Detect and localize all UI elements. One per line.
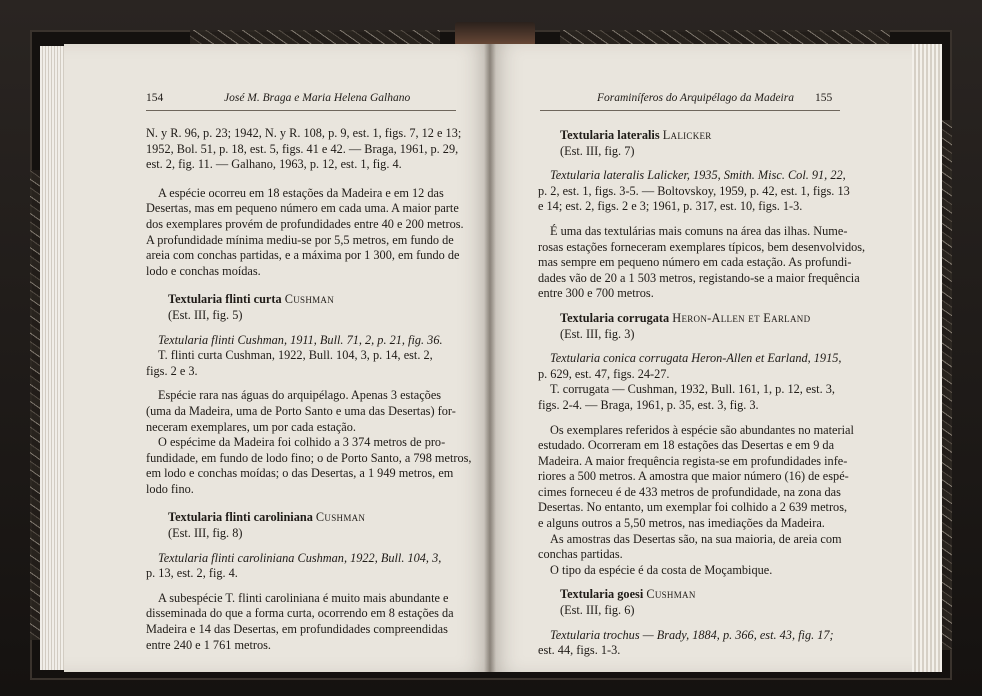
plate-ref-flinti-curta: (Est. III, fig. 5) — [168, 307, 243, 322]
right-header-rule — [540, 110, 840, 111]
left-header-rule — [146, 110, 456, 111]
synonymy-flinti-curta: Textularia flinti Cushman, 1911, Bull. 71, 2, p. 21, fig. 36. T. flinti curta Cushman, 1922, Bull. 104, 3, p. 14, est. 2, figs. 2 e 3. — [146, 332, 443, 378]
plate-ref-goesi: (Est. III, fig. 6) — [560, 603, 635, 618]
paragraph-corrugata-1: Os exemplares referidos à espécie são abundantes no material estudado. Ocorreram em 18 estações das Desertas e em 9 da Madeira. A maior frequência regista-se em profundidades infe- riores a 500 metros. A amostra que maior número (16) de espé- cimes forneceu é de 433 metros de profundidade, na zona das Desertas. No entanto, um exemplar foi colhido a 2 639 metros, e alguns outros a 5,50 metros, nas imediações da Madeira. — [538, 422, 854, 531]
paragraph-corrugata-2: As amostras das Desertas são, na sua maioria, de areia com conchas partidas. — [538, 531, 842, 562]
plate-ref-lateralis: (Est. III, fig. 7) — [560, 143, 635, 158]
synonymy-flinti-caroliniana: Textularia flinti caroliniana Cushman, 1922, Bull. 104, 3, p. 13, est. 2, fig. 4. — [146, 550, 442, 581]
left-page-number: 154 — [146, 92, 164, 104]
plate-ref-flinti-caroliniana: (Est. III, fig. 8) — [168, 526, 243, 541]
paragraph-flinti-caroliniana: A subespécie T. flinti caroliniana é muito mais abundante e disseminada do que a forma curta, ocorrendo em 8 estações da Madeira e 14 das Desertas, em profundidades compreendidas entre 240 e 1 761 metros. — [146, 590, 454, 652]
marbled-board-top-right — [560, 30, 890, 44]
right-page-number: 155 — [815, 92, 833, 104]
species-heading-lateralis: Textularia lateralis Lalicker — [560, 128, 712, 142]
page-edges-left — [40, 46, 66, 670]
paragraph-corrugata-3: O tipo da espécie é da costa de Moçambique. — [550, 562, 773, 577]
left-page-body — [146, 126, 472, 653]
paragraph-lateralis: É uma das textulárias mais comuns na área das ilhas. Nume- rosas estações forneceram exemplares típicos, bem desenvolvidos, mas sempre em pequeno número em cada estação. As profundi- dades vão de 20 a 1 503 metros, registando-se a maior frequência entre 300 e 700 metros. — [538, 223, 866, 301]
left-running-head: José M. Braga e Maria Helena Galhano — [224, 92, 411, 104]
species-heading-goesi: Textularia goesi Cushman — [560, 587, 696, 602]
right-page-body — [538, 128, 866, 659]
species-heading-corrugata: Textularia corrugata Heron-Allen et Earland — [560, 310, 811, 325]
species-heading-flinti-curta: Textularia flinti curta Cushman — [168, 292, 335, 307]
plate-ref-corrugata: (Est. III, fig. 3) — [560, 326, 635, 341]
page-edges-right — [910, 44, 942, 672]
paragraph-flinti-curta-1: Espécie rara nas águas do arquipélago. Apenas 3 estações (uma da Madeira, uma de Porto Santo e uma das Desertas) for- neceram exemplares, um por cada estação. — [146, 388, 456, 434]
marbled-board-side-right — [942, 120, 952, 650]
paragraph-flinti-curta-2: O espécime da Madeira foi colhido a 3 374 metros de pro- fundidade, em fundo de lodo fino; o de Porto Santo, a 798 metros, em lodo e conchas moídas; o das Desertas, a 1 949 metros, em lodo fino. — [146, 435, 472, 496]
book-spine-headband — [455, 22, 535, 46]
synonymy-goesi: Textularia trochus — Brady, 1884, p. 366, est. 43, fig. 17; est. 44, figs. 1-3. — [538, 627, 834, 658]
continued-references: N. y R. 96, p. 23; 1942, N. y R. 108, p. 9, est. 1, figs. 7, 12 e 13; 1952, Bol. 51, p. 18, est. 5, figs. 41 e 42. — Braga, 1961, p. 29, est. 2, fig. 11. — Galhano, 1963, p. 12, est. 1, fig. 4. — [146, 126, 462, 172]
synonymy-lateralis: Textularia lateralis Lalicker, 1935, Smith. Misc. Col. 91, 22, p. 2, est. 1, figs. 3-5. — Boltovskoy, 1959, p. 42, est. 1, figs. 13 e 14; est. 2, figs. 2 e 3; 1961, p. 317, est. 10, figs. 1-3. — [538, 168, 850, 214]
synonymy-corrugata: Textularia conica corrugata Heron-Allen et Earland, 1915, p. 629, est. 47, figs. 24-27. T. corrugata — Cushman, 1932, Bull. 161, 1, p. 12, est. 3, figs. 2-4. — Braga, 1961, p. 35, est. 3, fig. 3. — [538, 351, 842, 412]
occurrence-paragraph: A espécie ocorreu em 18 estações da Madeira e em 12 das Desertas, mas em pequeno número em cada uma. A maior parte dos exemplares provém de profundidades entre 40 e 200 metros. A profundidade mínima mediu-se por 5,5 metros, em fundo de areia com conchas partidas, e a máxima por 1 300, em fundo de lodo e conchas moídas. — [146, 185, 464, 278]
marbled-board-top-left — [190, 30, 440, 44]
right-running-head: Foraminíferos do Arquipélago da Madeira — [597, 92, 794, 104]
species-heading-flinti-caroliniana: Textularia flinti caroliniana Cushman — [168, 510, 366, 525]
marbled-board-side-left — [30, 170, 40, 640]
book-gutter — [484, 44, 496, 672]
